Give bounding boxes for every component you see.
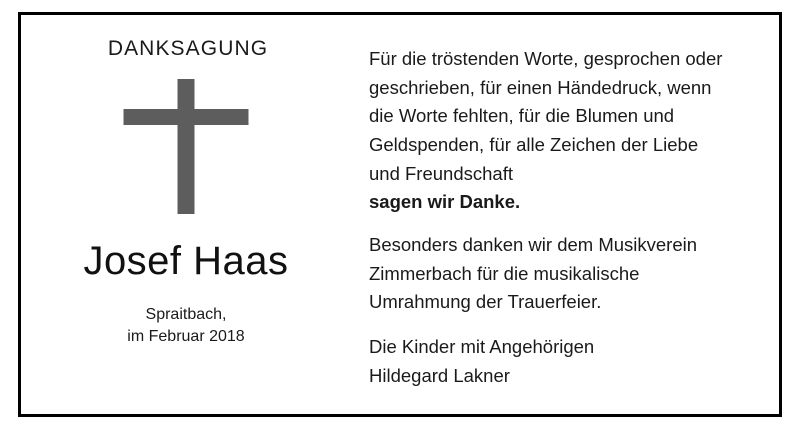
- cross-icon: [21, 79, 351, 229]
- cross-horizontal-bar: [124, 109, 249, 125]
- text-line: und Freundschaft: [369, 162, 513, 184]
- paragraph-thanks-main: [369, 45, 751, 217]
- place-text: Spraitbach,: [145, 306, 227, 323]
- text-line: Für die tröstenden Worte, gesprochen oder: [369, 48, 723, 69]
- text-line: die Worte fehlten, für die Blumen und: [369, 105, 675, 127]
- text-line: Geldspenden, für alle Zeichen der Liebe: [369, 134, 699, 156]
- text-line: Umrahmung der Trauerfeier.: [369, 291, 602, 313]
- text-line: Zimmerbach für die musikalische: [369, 262, 640, 284]
- place-date-block: [21, 304, 351, 347]
- text-line: Besonders danken wir dem Musikverein: [369, 234, 698, 256]
- paragraph-thanks-music: [369, 231, 751, 317]
- thanks-emphasis-line: sagen wir Danke.: [369, 191, 521, 213]
- danksagung-heading: DANKSAGUNG: [107, 37, 269, 60]
- notice-content: [21, 15, 779, 414]
- right-column: [351, 15, 779, 414]
- text-line: Die Kinder mit Angehörigen: [369, 336, 595, 358]
- paragraph-signature: [369, 333, 751, 390]
- text-line: geschrieben, für einen Händedruck, wenn: [369, 76, 712, 98]
- deceased-name: Josef Haas: [83, 239, 289, 283]
- left-column: [21, 15, 351, 414]
- cross-vertical-bar: [178, 79, 195, 214]
- date-text: im Februar 2018: [127, 327, 245, 345]
- obituary-card: [18, 12, 782, 417]
- text-line: Hildegard Lakner: [369, 364, 510, 386]
